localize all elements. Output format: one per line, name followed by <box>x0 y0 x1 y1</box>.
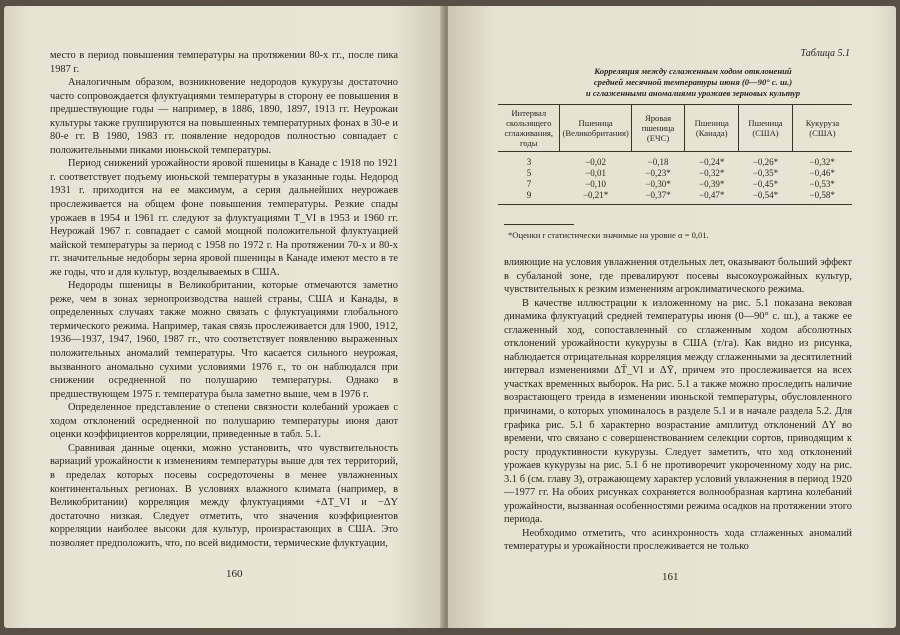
table-row <box>498 152 852 168</box>
table-header-row <box>498 105 852 152</box>
table-cell: −0,47* <box>685 189 739 205</box>
table-cell: −0,45* <box>752 178 779 189</box>
page-number: 160 <box>226 568 243 580</box>
table-cell: 9 <box>498 189 560 205</box>
table-cell: −0,32* <box>699 167 725 178</box>
column-header: Кукуруза (США) <box>792 105 852 152</box>
table-row <box>498 189 852 205</box>
table-cell: −0,53* <box>809 178 835 189</box>
table-cell: −0,23* <box>645 167 671 178</box>
paragraph: Определенное представление о степени связности колебаний урожаев с ходом отклонений осредненной по полушарию температуры июня дают оценки коэффициентов корреляции, приведенные в табл. 5.1. <box>50 402 398 441</box>
footnote-rule <box>504 224 574 225</box>
paragraph: Необходимо отметить, что асинхронность хода сглаженных аномалий температуры и урожайности прослеживается не только <box>504 527 852 553</box>
table-cell: −0,01 <box>585 167 607 178</box>
table-cell: −0,35* <box>752 167 779 178</box>
table-cell: −0,30* <box>645 178 671 189</box>
page-number: 161 <box>662 571 679 583</box>
table-cell: −0,46* <box>809 167 835 178</box>
column-header: Яровая пшеница (ЕЧС) <box>631 105 685 152</box>
paragraph: В качестве иллюстрации к изложенному на рис. 5.1 показана вековая динамика флуктуаций средней температуры июня (0—90° с. ш.), а также ее сглаженный ход, сопоставленный со сглаженным ходом абсолютных отклонений урожайности кукурузы в США (т/га). Как видно из рисунка, наблюдается отрицательная корреляция между сглаженными за десятилетний интервал изменениями ΔT̄_VI и ΔȲ, причем это прослеживается на всех участках временных выборок. На рис. 5.1 а также можно проследить наличие возрастающего тренда в изменении июньской температуры, обусловленного причинами, о которых упоминалось в разделе 5.1 и в начале раздела 5.2. Для графика рис. 5.1 б характерно возрастание амплитуд отклонений ΔY во времени, что связано с совершенствованием селекции сортов, приводящим к росту продуктивности кукурузы. Следует заметить, что ход отклонений урожаев кукурузы на рис. 5.1 б не противоречит укороченному ходу на рис. 3.1 б (см. главу 3), отражающему характер условий увлажнения в период 1920—1977 гг. На обоих рисунках сохраняется волнообразная картина колебаний урожайности, вызванная особенностями режима осадков на протяжении этого периода. <box>504 297 852 526</box>
paragraph: Недороды пшеницы в Великобритании, которые отмечаются заметно реже, чем в зонах зернопроизводства нашей страны, США и Канады, в определенных случаях также можно связать с флуктуациями глобального термического режима. Например, такая связь прослеживается для 1900, 1912, 1936—1937, 1947, 1960, 1987 гг., что соответствует появлению выраженных положительных аномалий температуры. Что касается сильного неурожая, вызванного аномально сухими условиями 1976 г., то он наблюдался при снижении осредненной по полушарию температуры. Однако в предшествующем 1975 г. температура была заметно выше, чем в 1976 г. <box>50 280 398 400</box>
left-page <box>4 6 444 628</box>
table-row <box>498 167 852 178</box>
table-row <box>498 178 852 189</box>
right-page-text <box>504 256 852 554</box>
caption-line: средней месячной температуры июня (0—90° с. ш.) <box>593 77 793 87</box>
paragraph: Сравнивая данные оценки, можно установить, что чувствительность вариаций урожайности к изменениям температуры выше для тех территорий, в пределах которых посевы сосредоточены в менее увлажненных континентальных регионах. В условиях влажного климата (например, в Великобритании) корреляция между флуктуациями +ΔT_VI и −ΔY достаточно низкая. Следует отметить, что значения коэффициентов корреляции наиболее высоки для культур, произрастающих в США. Это позволяет предположить, что, по всей видимости, термические флуктуации, <box>50 442 398 549</box>
table-label: Таблица 5.1 <box>800 48 850 59</box>
column-header: Пшеница (Великобритания) <box>560 105 631 152</box>
table-cell: −0,58* <box>792 189 852 205</box>
table-cell: −0,18 <box>647 156 669 167</box>
table-cell: −0,21* <box>560 189 631 205</box>
table-cell: −0,10 <box>585 178 607 189</box>
caption-line: и сглаженными аномалиями урожаев зерновых культур <box>585 88 801 98</box>
paragraph: Аналогичным образом, возникновение недородов кукурузы достаточно часто сопровождается флуктуациями температуры в сторону ее повышения в предшествующие годы — например, в 1886, 1890, 1897, 1913 гг. Неурожаи культуры также группируются на повышенных температурных фонах в 30-е и 80-е гг. В 1980, 1983 гг. появление недородов полностью совпадает с положительными пиками июньской температуры. <box>50 77 398 156</box>
table-cell: 3 <box>526 156 532 167</box>
paragraph: влияющие на условия увлажнения отдельных лет, оказывают больший эффект в субаланой зоне, где превалируют посевы высокоурожайных культур, чувствительных к резким изменениям агроклиматического режима. <box>504 257 852 296</box>
table-cell: −0,39* <box>699 178 725 189</box>
table-caption <box>538 66 848 99</box>
table-cell: 7 <box>526 178 532 189</box>
table-cell: 5 <box>526 167 532 178</box>
table-cell: −0,24* <box>699 156 725 167</box>
table-cell: −0,54* <box>739 189 793 205</box>
table-cell: −0,02 <box>585 156 607 167</box>
column-header: Пшеница (США) <box>739 105 793 152</box>
column-header: Интервал скользящего сглаживания, годы <box>498 105 560 152</box>
right-page <box>448 6 896 628</box>
table-footnote: *Оценки r статистически значимые на уровне α = 0,01. <box>508 230 709 240</box>
correlation-table <box>498 104 852 205</box>
table-cell: −0,26* <box>752 156 779 167</box>
column-header: Пшеница (Канада) <box>685 105 739 152</box>
caption-line: Корреляция между сглаженным ходом отклонений <box>594 66 792 76</box>
paragraph: Период снижений урожайности яровой пшеницы в Канаде с 1918 по 1921 г. соответствует подъему июньской температуры в указанные годы. Недород 1931 г. приходится на ее максимум, а серия дальнейших неурожаев прослеживается на общем фоне повышения температуры. Резкие спады урожаев в 1954 и 1961 гг. следуют за флуктуациями T_VI в 1953 и 1960 гг. Неурожай 1967 г. совпадает с самой мощной положительной флуктуацией майской температуры за период с 1958 по 1972 г. На протяжении 70-х и 80-х гг. значительные недоборы зерна яровой пшеницы в Канаде имеют место в те же годы, что и для культур, возделываемых в США. <box>50 158 398 278</box>
paragraph: место в период повышения температуры на протяжении 80-х гг., после пика 1987 г. <box>50 50 398 75</box>
table-cell: −0,32* <box>809 156 835 167</box>
table-cell: −0,37* <box>631 189 685 205</box>
left-page-text <box>50 49 398 550</box>
